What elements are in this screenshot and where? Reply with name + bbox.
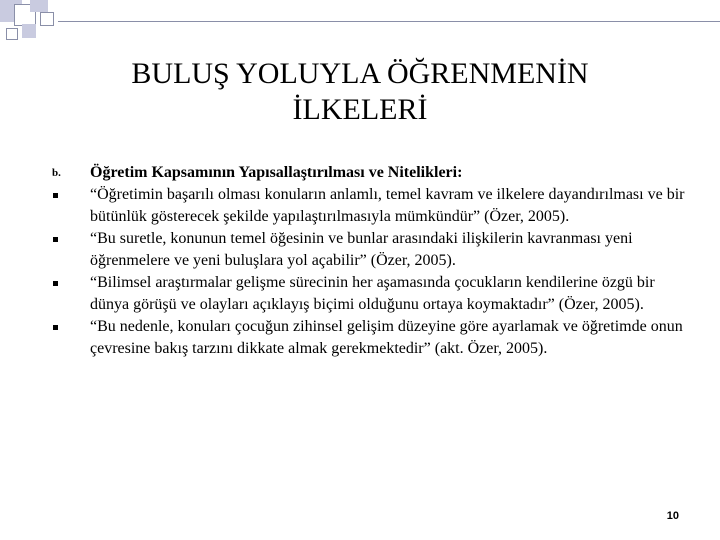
page-number: 10: [666, 510, 679, 522]
slide-title: [40, 56, 680, 128]
decor-square-6: [6, 28, 18, 40]
bullet-square-icon: [53, 237, 58, 242]
decor-square-3: [30, 0, 48, 12]
section-heading: Öğretim Kapsamının Yapısallaştırılması ve Nitelikleri:: [90, 164, 463, 181]
slide-title-line-1: BULUŞ YOLUYLA ÖĞRENMENİN: [131, 57, 589, 90]
decor-square-5: [22, 24, 36, 38]
list-item-text: “Bu nedenle, konuları çocuğun zihinsel gelişim düzeyine göre ayarlamak ve öğretimde onun çevresine bakış tarzını dikkate almak gerekmektedir” (akt. Özer, 2005).: [90, 318, 683, 357]
bullet-square-icon: [53, 193, 58, 198]
list-item: [52, 184, 692, 228]
decor-square-4: [40, 12, 54, 26]
slide-title-line-2: İLKELERİ: [292, 93, 428, 126]
slide-content: [52, 162, 692, 360]
decor-line: [58, 21, 720, 22]
list-item: [52, 316, 692, 360]
section-heading-row: [52, 162, 692, 184]
list-item: [52, 228, 692, 272]
bullet-square-icon: [53, 325, 58, 330]
corner-decoration: [0, 0, 720, 50]
list-item-text: “Öğretimin başarılı olması konuların anlamlı, temel kavram ve ilkelere dayandırılması ve bir bütünlük gösterecek şekilde yapılaştırılmasıyla mümkündür” (Özer, 2005).: [90, 186, 685, 225]
bullet-square-icon: [53, 281, 58, 286]
list-item: [52, 272, 692, 316]
list-item-text: “Bu suretle, konunun temel öğesinin ve bunlar arasındaki ilişkilerin kavranması yeni öğrenmelere ve yeni buluşlara yol açabilir” (Özer, 2005).: [90, 230, 633, 269]
section-marker: b.: [52, 167, 61, 179]
list-item-text: “Bilimsel araştırmalar gelişme sürecinin her aşamasında çocukların kendilerine özgü bir dünya görüşü ve olayları açıklayış biçimi olduğunu ortaya koymaktadır” (Özer, 2005).: [90, 274, 655, 313]
